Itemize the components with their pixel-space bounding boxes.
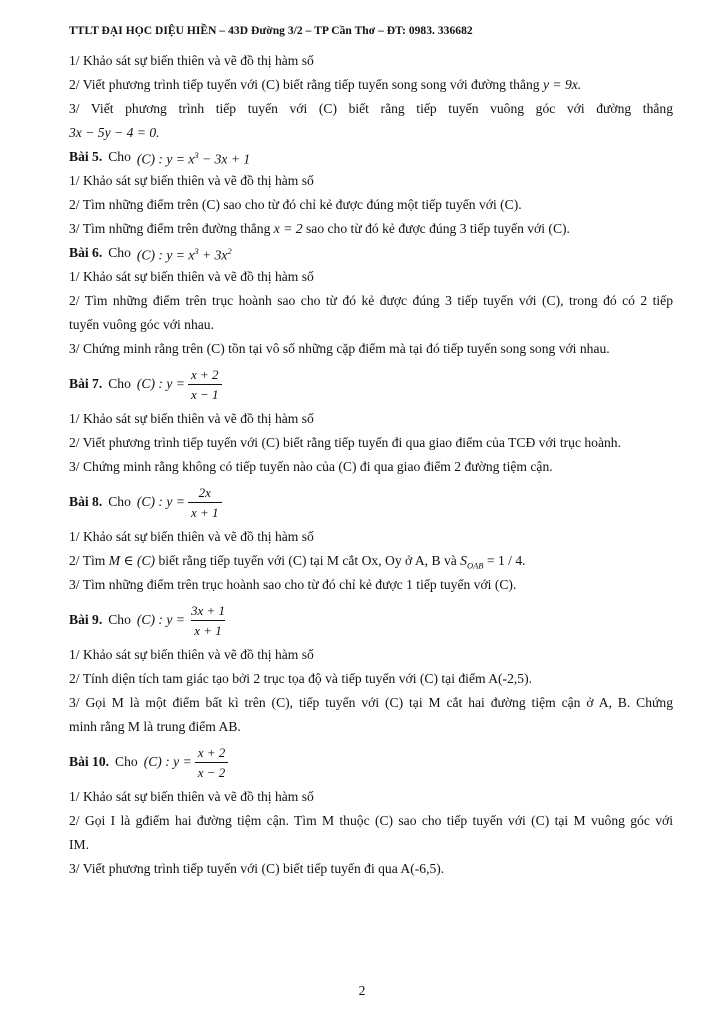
bai-9-item-1: 1/ Khảo sát sự biến thiên và vẽ đồ thị hàm số	[69, 647, 314, 662]
bai-9-function: (C) : y =	[136, 612, 185, 627]
bai-9-item-3-line-2: minh rằng M là trung điểm AB.	[69, 719, 241, 734]
bai-6-item-2-line-1: 2/ Tìm những điểm trên trục hoành sao cho từ đó kẻ được đúng 3 tiếp tuyến với (C), trong đó có 2 tiếp	[69, 293, 673, 308]
bai-10-heading: Bài 10. Cho (C) : y = $\frac{x + 2}{x - 2}$	[69, 739, 673, 785]
page-header: TTLT ĐẠI HỌC DIỆU HIỀN – 43D Đường 3/2 – TP Cần Thơ – ĐT: 0983. 336682	[69, 25, 473, 37]
bai-10-item-3: 3/ Viết phương trình tiếp tuyến với (C) biết tiếp tuyến đi qua A(-6,5).	[69, 861, 445, 876]
bai-5-item-1: 1/ Khảo sát sự biến thiên và vẽ đồ thị hàm số	[69, 173, 314, 188]
bai-9-item-2: 2/ Tính diện tích tam giác tạo bởi 2 trục tọa độ và tiếp tuyến với (C) tại điểm A(-2,5).	[69, 671, 532, 686]
bai-7-function: (C) : y =	[136, 376, 185, 391]
bai-7-item-2: 2/ Viết phương trình tiếp tuyến với (C) biết rằng tiếp tuyến đi qua giao điểm của TCĐ với trục hoành.	[69, 435, 621, 450]
bai-10-item-2-line-2: IM.	[69, 837, 90, 852]
bai-10-fraction: $\frac{x + 2}{x - 2}$	[195, 743, 229, 782]
bai-7-heading: Bài 7. Cho (C) : y = $\frac{x + 2}{x - 1}$	[69, 361, 673, 407]
page-content	[69, 49, 673, 881]
bai-6-function: (C) : $y = x^3 + 3x^2$	[136, 245, 232, 263]
prev-item-3-equation: 3x − 5y − 4 = 0.	[69, 125, 160, 140]
bai-10-item-2-line-1: 2/ Gọi I là gđiểm hai đường tiệm cận. Tìm M thuộc (C) sao cho tiếp tuyến với (C) tại M vuông góc với	[69, 813, 673, 828]
bai-6-item-3: 3/ Chứng minh rằng trên (C) tồn tại vô số những cặp điểm mà tại đó tiếp tuyến song song với nhau.	[69, 341, 610, 356]
bai-6-item-1: 1/ Khảo sát sự biến thiên và vẽ đồ thị hàm số	[69, 269, 314, 284]
prev-item-3: 3/ Viết phương trình tiếp tuyến với (C) biết rằng tiếp tuyến vuông góc với đường thẳng	[69, 101, 673, 116]
prev-item-1: 1/ Khảo sát sự biến thiên và vẽ đồ thị hàm số	[69, 53, 314, 68]
bai-9-label: Bài 9.	[69, 612, 103, 627]
bai-9-fraction: $\frac{3x + 1}{x + 1}$	[190, 602, 226, 638]
bai-7-fraction: $\frac{x + 2}{x - 1}$	[188, 365, 222, 404]
bai-7-item-1: 1/ Khảo sát sự biến thiên và vẽ đồ thị hàm số	[69, 411, 314, 426]
page-number: 2	[358, 983, 366, 998]
bai-8-item-3: 3/ Tìm những điểm trên trục hoành sao cho từ đó chỉ kẻ được 1 tiếp tuyến với (C).	[69, 577, 517, 592]
bai-9-heading: Bài 9. Cho (C) : y = $\frac{3x + 1}{x + 1}$	[69, 597, 673, 643]
bai-8-function: (C) : y =	[136, 494, 185, 509]
bai-6-label: Bài 6.	[69, 245, 103, 260]
bai-10-item-1: 1/ Khảo sát sự biến thiên và vẽ đồ thị hàm số	[69, 789, 314, 804]
bai-9-item-3-line-1: 3/ Gọi M là một điểm bất kì trên (C), tiếp tuyến với (C) tại M cắt hai đường tiệm cận ở A, B. Chứng	[69, 695, 673, 710]
bai-5-function: (C) : $y = x^3 - 3x + 1$	[136, 149, 251, 167]
bai-8-item-2: 2/ Tìm M ∈ (C) biết rằng tiếp tuyến với (C) tại M cắt Ox, Oy ở A, B và $S_{OAB} = 1 / 4$.	[69, 553, 526, 571]
bai-10-label: Bài 10.	[69, 754, 110, 769]
bai-10-function: (C) : y =	[143, 754, 192, 769]
bai-8-fraction: $\frac{2x}{x + 1}$	[188, 483, 222, 522]
bai-8-heading: Bài 8. Cho (C) : y = $\frac{2x}{x + 1}$	[69, 479, 673, 525]
bai-7-label: Bài 7.	[69, 376, 103, 391]
prev-item-2: 2/ Viết phương trình tiếp tuyến với (C) biết rằng tiếp tuyến song song với đường thẳng y = 9x.	[69, 77, 582, 92]
bai-8-label: Bài 8.	[69, 494, 103, 509]
bai-5-label: Bài 5.	[69, 149, 103, 164]
bai-5-heading: Bài 5. Cho (C) : $y = x^3 - 3x + 1$	[69, 145, 673, 169]
bai-7-item-3: 3/ Chứng minh rằng không có tiếp tuyến nào của (C) đi qua giao điểm 2 đường tiệm cận.	[69, 459, 553, 474]
bai-5-item-2: 2/ Tìm những điểm trên (C) sao cho từ đó chỉ kẻ được đúng một tiếp tuyến với (C).	[69, 197, 522, 212]
bai-6-item-2-line-2: tuyến vuông góc với nhau.	[69, 317, 214, 332]
bai-5-item-3: 3/ Tìm những điểm trên đường thẳng x = 2 sao cho từ đó kẻ được đúng 3 tiếp tuyến với (C).	[69, 221, 570, 236]
bai-6-heading: Bài 6. Cho (C) : $y = x^3 + 3x^2$	[69, 241, 673, 265]
bai-8-item-1: 1/ Khảo sát sự biến thiên và vẽ đồ thị hàm số	[69, 529, 314, 544]
